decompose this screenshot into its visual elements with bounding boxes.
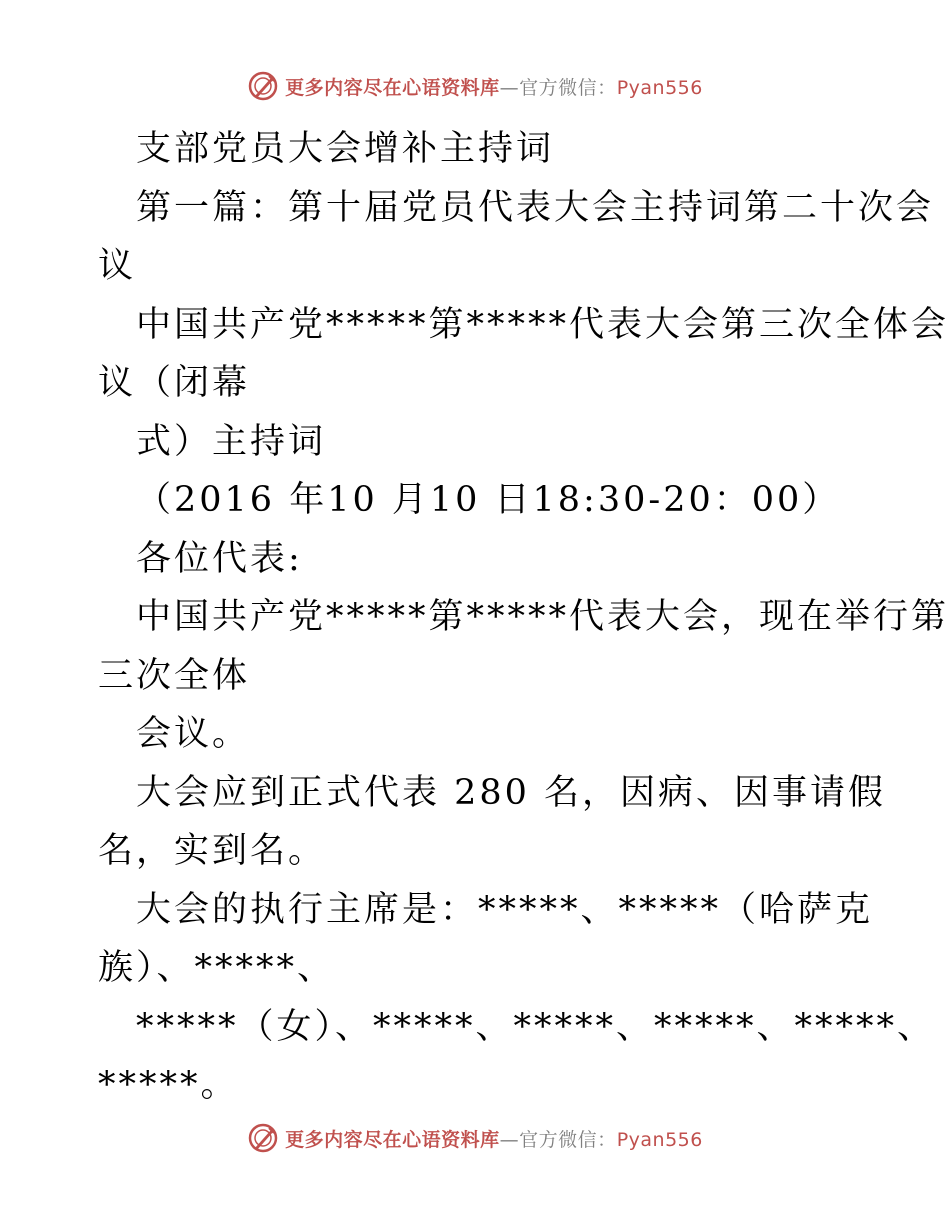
brand-text: 更多内容尽在心语资料库 [285, 76, 500, 99]
wechat-label: 官方微信： [519, 1128, 617, 1151]
document-line: 会议。 [136, 714, 251, 754]
wechat-handle: Pyan556 [616, 1128, 703, 1151]
document-line: 各位代表: [136, 538, 303, 579]
header-banner-inner [247, 70, 703, 102]
document-line: （2016 年10 月10 日18:30-20：00） [136, 480, 841, 520]
document-line: 中国共产党*****第*****代表大会第三次全体会 [136, 304, 950, 345]
brand-text: 更多内容尽在心语资料库 [285, 1128, 500, 1151]
document-line: 支部党员大会增补主持词 [136, 129, 555, 169]
document-line: 大会的执行主席是：*****、*****（哈萨克 [136, 889, 874, 930]
document-line: 三次全体 [98, 655, 251, 696]
document-line: 名，实到名。 [98, 831, 327, 871]
header-banner [0, 70, 950, 102]
quill-logo-icon [247, 1122, 279, 1154]
wechat-label: 官方微信： [519, 76, 617, 99]
footer-banner-inner [247, 1122, 703, 1154]
header-banner-text [285, 73, 703, 100]
banner-separator: — [499, 1128, 520, 1151]
document-line: *****。 [98, 1065, 239, 1105]
document-line: 中国共产党*****第*****代表大会，现在举行第 [136, 597, 950, 637]
document-body [98, 120, 950, 1115]
footer-banner-text [285, 1125, 703, 1152]
wechat-handle: Pyan556 [616, 76, 703, 99]
document-line: 大会应到正式代表 280 名，因病、因事请假 [136, 772, 887, 813]
quill-logo-icon [247, 70, 279, 102]
document-line: *****（女）、*****、*****、*****、*****、 [136, 1006, 936, 1047]
banner-separator: — [499, 76, 520, 99]
document-line: 族）、*****、 [98, 948, 336, 988]
footer-banner [0, 1122, 950, 1154]
document-line: 第一篇：第十届党员代表大会主持词第二十次会 [136, 187, 935, 228]
document-line: 议 [98, 246, 137, 286]
document-line: 议（闭幕 [98, 363, 251, 403]
document-line: 式）主持词 [136, 421, 327, 462]
